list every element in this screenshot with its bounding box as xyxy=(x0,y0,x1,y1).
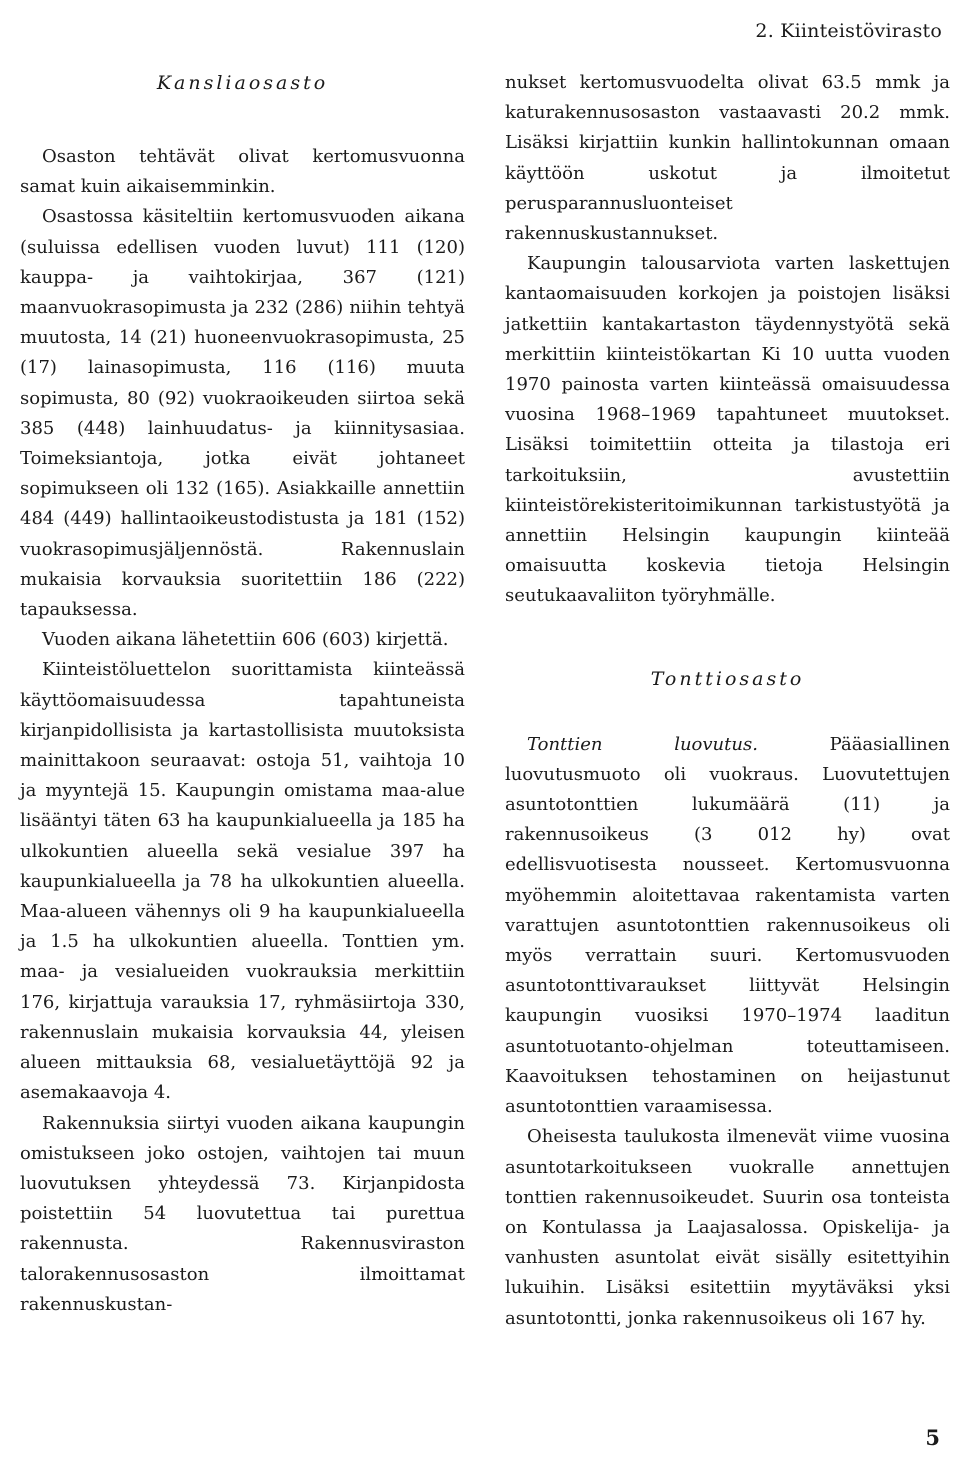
paragraph xyxy=(505,730,950,1123)
left-column xyxy=(20,68,465,1320)
subheading: Tonttien luovutus. xyxy=(527,733,758,755)
paragraph: Vuoden aikana lähetettiin 606 (603) kirjettä. xyxy=(42,629,449,651)
section-title-tonttiosasto: Tonttiosasto xyxy=(650,667,805,690)
paragraph: Kaupungin talousarviota varten laskettujen kantaomaisuuden korkojen ja poistojen lisäksi jatkettiin kantakartaston täydennystyötä sekä merkittiin kiinteistökartan Ki 10 uutta vuoden 1970 painosta varten kiinteässä omaisuudessa vuosina 1968–1969 tapahtuneet muutokset. Lisäksi toimitettiin otteita ja tilastoja eri tarkoituksiin, avustettiin kiinteistörekisteritoimikunnan tarkistustyötä ja annettiin Helsingin kaupungin kiinteää omaisuutta koskevia tietoja Helsingin seutukaavaliiton työryhmälle. xyxy=(505,253,950,607)
right-column xyxy=(505,68,950,1334)
paragraph-text: Pääasiallinen luovutusmuoto oli vuokraus. Luovutettujen asuntotonttien lukumäärä (11) ja rakennusoikeus (3 012 hy) ovat edellisvuotisesta nousseet. Kertomusvuonna myöhemmin aloitettavaa rakentamista varten varattujen asuntotonttien rakennusoikeus oli myös verrattain suuri. Kertomusvuoden asuntotonttivaraukset liittyvät Helsingin kaupungin vuosiksi 1970–1974 laaditun asuntotuotanto-ohjelman toteuttamiseen. Kaavoituksen tehostaminen on heijastunut asuntotonttien varaamisessa. xyxy=(505,733,950,1118)
section-title-kansliaosasto: Kansliaosasto xyxy=(156,72,329,94)
paragraph: Oheisesta taulukosta ilmenevät viime vuosina asuntotarkoitukseen vuokralle annettujen tonttien rakennusoikeudet. Suurin osa tonteista on Kontulassa ja Laajasalossa. Opiskelija- ja vanhusten asuntolat eivät sisälly esitettyihin lukuihin. Lisäksi esitettiin myytäväksi yksi asuntotontti, jonka rakennusoikeus oli 167 hy. xyxy=(505,1126,950,1329)
paragraph: Osaston tehtävät olivat kertomusvuonna samat kuin aikaisemminkin. xyxy=(20,146,465,198)
paragraph-continuation: nukset kertomusvuodelta olivat 63.5 mmk ja katurakennusosaston vastaavasti 20.2 mmk. Lisäksi kirjattiin kunkin hallintokunnan omaan käyttöön uskotut ja ilmoitetut perusparannusluonteiset rakennuskustannukset. xyxy=(505,72,950,245)
paragraph: Rakennuksia siirtyi vuoden aikana kaupungin omistukseen joko ostojen, vaihtojen tai muun luovutuksen yhteydessä 73. Kirjanpidosta poistettiin 54 luovutettua tai purettua rakennusta. Rakennusviraston talorakennusosaston ilmoittamat rakennuskustan- xyxy=(20,1112,465,1315)
paragraph: Osastossa käsiteltiin kertomusvuoden aikana (suluissa edellisen vuoden luvut) 111 (120) kauppa- ja vaihtokirjaa, 367 (121) maanvuokrasopimusta ja 232 (286) niihin tehtyä muutosta, 14 (21) huoneenvuokrasopimusta, 25 (17) lainasopimusta, 116 (116) muuta sopimusta, 80 (92) vuokraoikeuden siirtoa sekä 385 (448) lainhuudatus- ja kiinnitysasiaa. Toimeksiantoja, jotka eivät johtaneet sopimukseen oli 132 (165). Asiakkaille annettiin 484 (449) hallintaoikeustodistusta ja 181 (152) vuokrasopimusjäljennöstä. Rakennuslain mukaisia korvauksia suoritettiin 186 (222) tapauksessa. xyxy=(20,206,465,621)
running-head: 2. Kiinteistövirasto xyxy=(755,20,942,42)
paragraph: Kiinteistöluettelon suorittamista kiinteässä käyttöomaisuudessa tapahtuneista kirjanpidollisista ja kartastollisista muutoksista mainittakoon seuraavat: ostoja 51, vaihtoja 10 ja myyntejä 15. Kaupungin omistama maa-alue lisääntyi täten 63 ha kaupunkialueella ja 185 ha ulkokuntien alueella sekä vesialue 397 ha kaupunkialueella ja 78 ha ulkokuntien alueella. Maa-alueen vähennys oli 9 ha kaupunkialueella ja 1.5 ha ulkokuntien alueella. Tonttien ym. maa- ja vesialueiden vuokrauksia merkittiin 176, kirjattuja varauksia 17, ryhmäsiirtoja 330, rakennuslain mukaisia korvauksia 44, yleisen alueen mittauksia 68, vesialuetäyttöjä 92 ja asemakaavoja 4. xyxy=(20,659,465,1104)
page-number: 5 xyxy=(925,1425,940,1450)
